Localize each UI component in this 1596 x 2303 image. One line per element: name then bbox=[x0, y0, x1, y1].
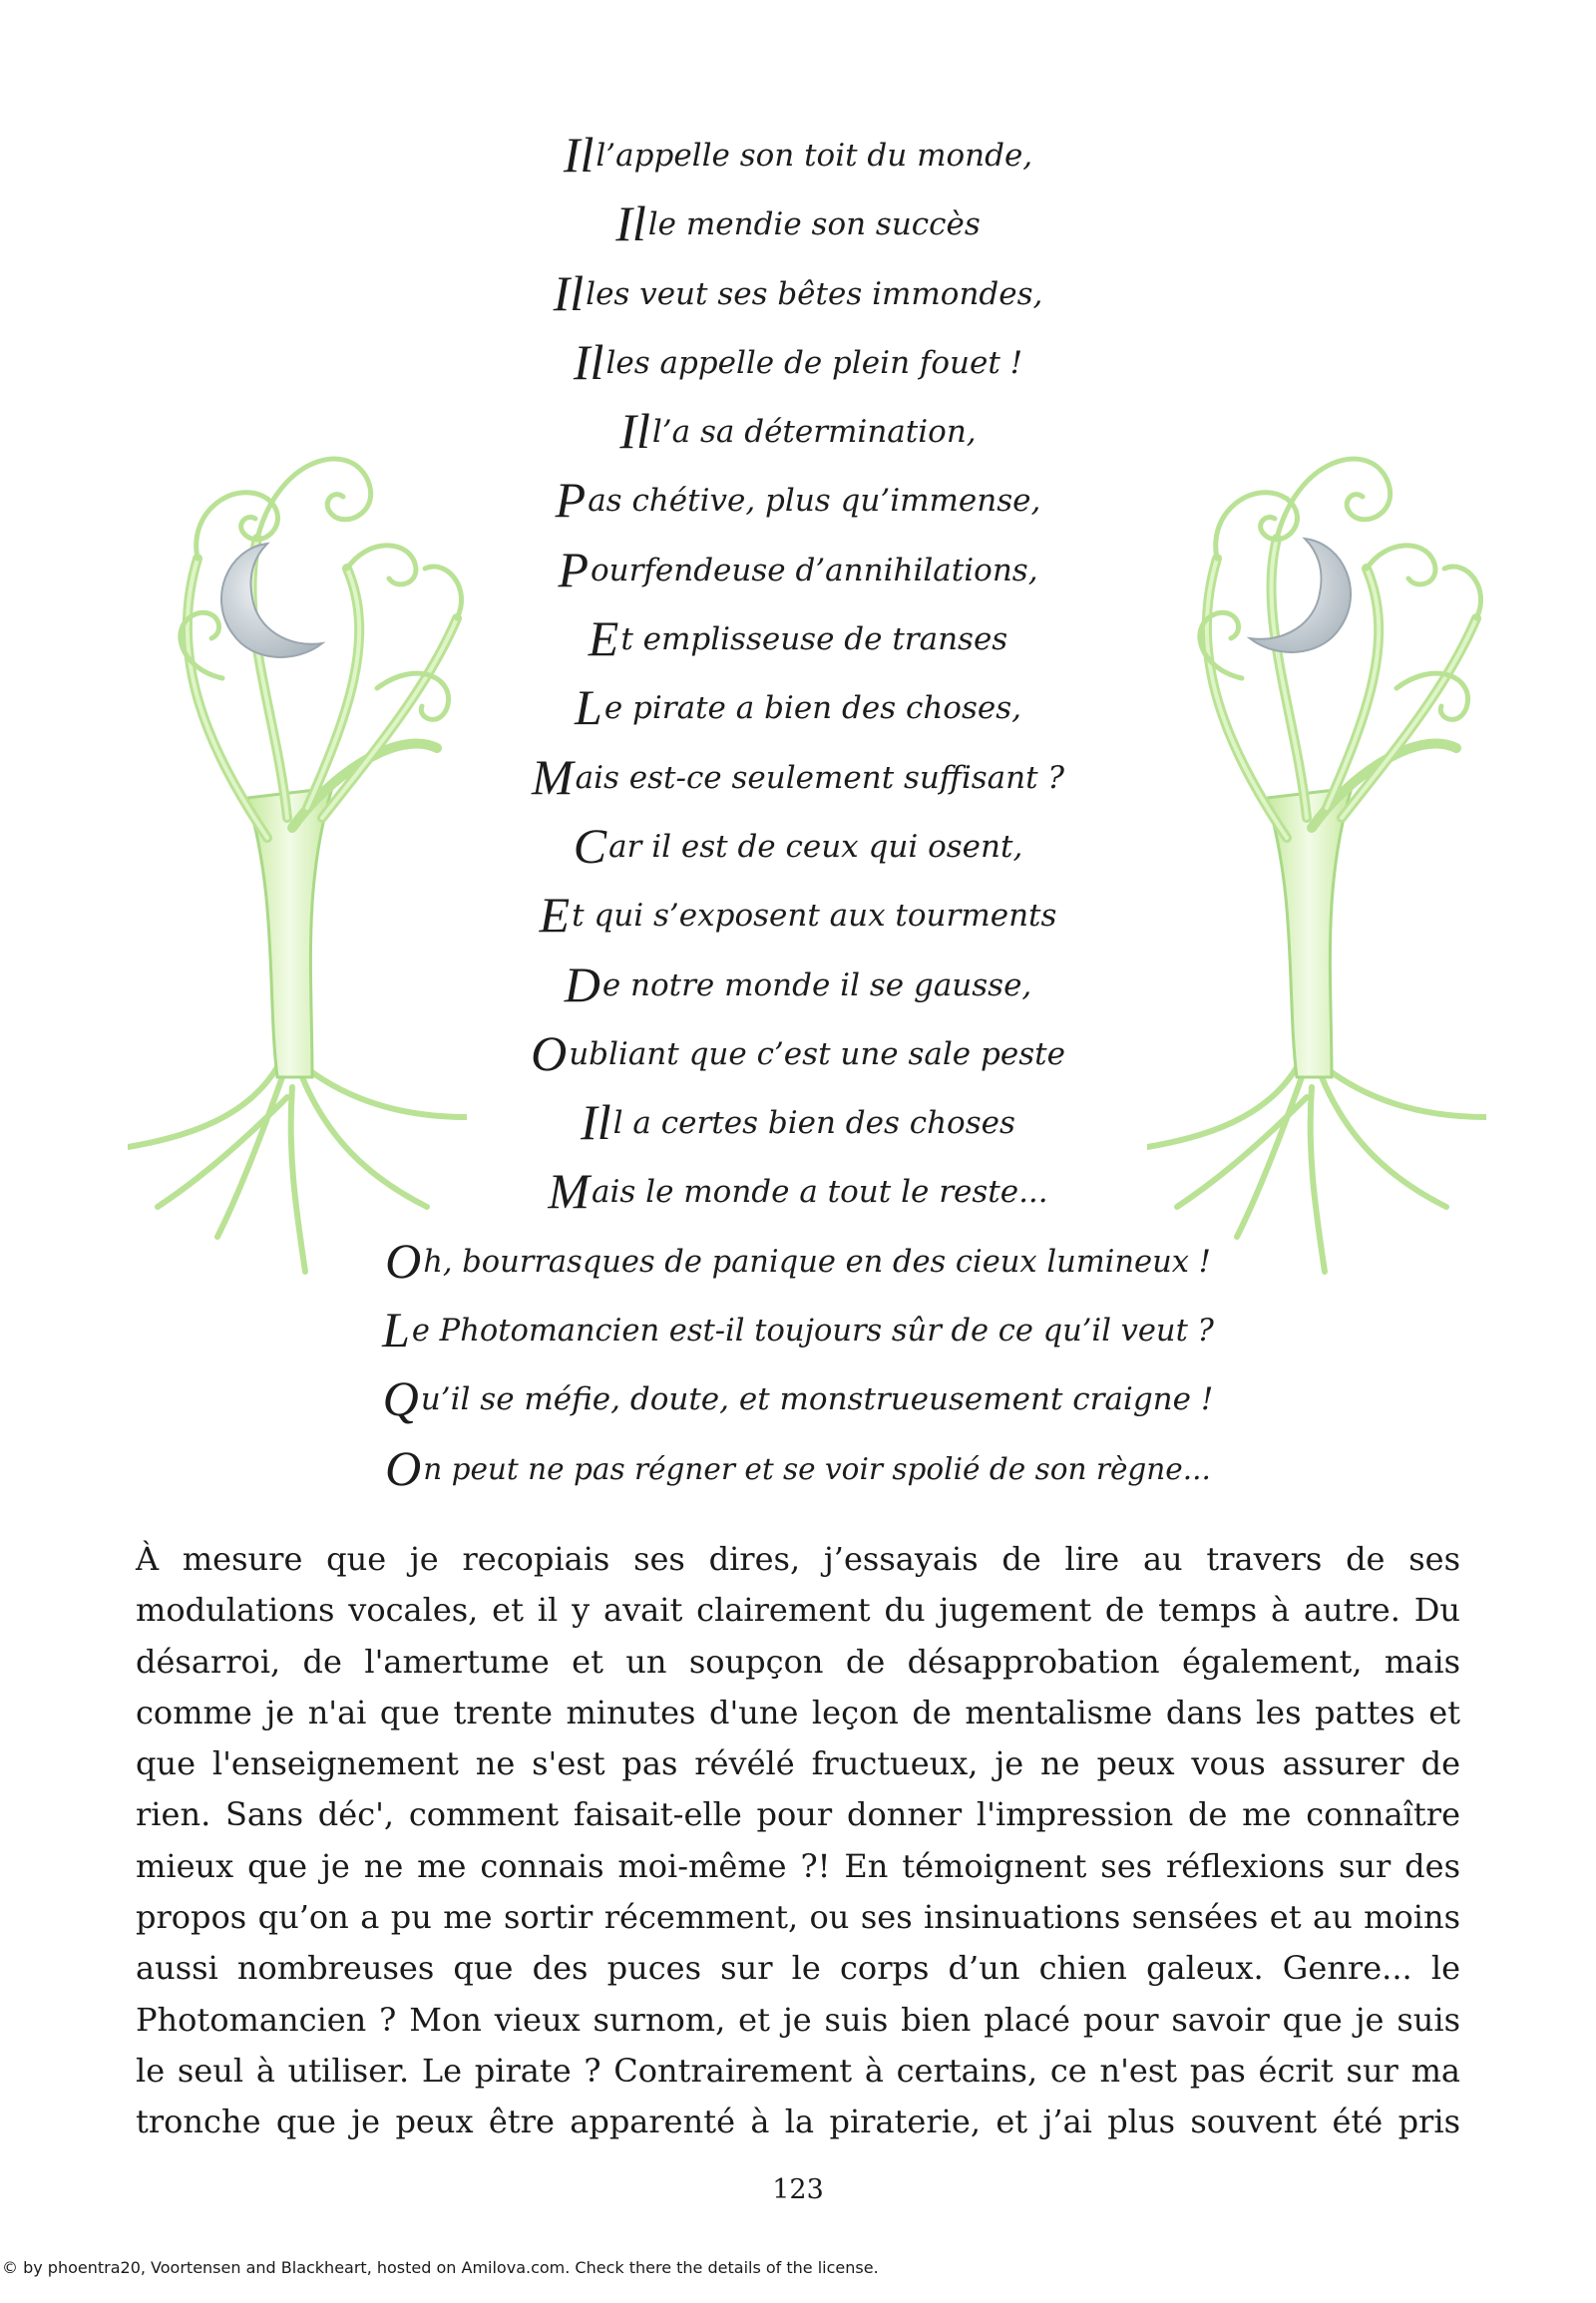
prose-line: le seul à utiliser. Le pirate ? Contrairement à certains, ce n'est pas écrit sur ma bbox=[136, 2051, 1460, 2090]
poem-line bbox=[379, 674, 1217, 743]
poem-line bbox=[379, 329, 1217, 398]
poem-line-text: ubliant que c’est une sale peste bbox=[569, 1035, 1065, 1072]
poem-line bbox=[379, 744, 1217, 813]
poem-line-text: ourfendeuse d’annihilations, bbox=[590, 552, 1038, 588]
drop-cap: M bbox=[531, 748, 574, 805]
drop-cap: Il bbox=[553, 264, 585, 321]
poem-line-text: ar il est de ceux qui osent, bbox=[608, 828, 1023, 865]
poem-line bbox=[379, 537, 1217, 605]
poem-line bbox=[379, 191, 1217, 259]
drop-cap: O bbox=[385, 1439, 422, 1496]
poem-line-text: h, bourrasques de panique en des cieux lumineux ! bbox=[423, 1244, 1211, 1280]
poem-line-text: les appelle de plein fouet ! bbox=[605, 344, 1023, 381]
poem-line-text: l’a sa détermination, bbox=[651, 414, 977, 451]
poem-line bbox=[379, 398, 1217, 467]
poem-line bbox=[379, 122, 1217, 191]
poem-line bbox=[379, 467, 1217, 536]
drop-cap: Il bbox=[619, 403, 650, 460]
prose-line: propos qu’on a pu me sortir récemment, ou ses insinuations sensées et au moins bbox=[136, 1898, 1460, 1937]
drop-cap: C bbox=[573, 817, 607, 874]
drop-cap: O bbox=[531, 1024, 568, 1081]
poem-line-text: l’appelle son toit du monde, bbox=[596, 138, 1033, 174]
poem-line bbox=[379, 1158, 1217, 1227]
page-number: 123 bbox=[772, 2174, 824, 2205]
drop-cap: D bbox=[564, 956, 600, 1012]
poem-line-text: le mendie son succès bbox=[647, 206, 981, 243]
poem-line bbox=[379, 605, 1217, 674]
poem-line bbox=[379, 952, 1217, 1020]
drop-cap: P bbox=[555, 472, 587, 529]
prose-line: mieux que je ne me connais moi-même ?! En témoignent ses réflexions sur des bbox=[136, 1846, 1460, 1885]
prose-line: À mesure que je recopiais ses dires, j’essayais de lire au travers de ses bbox=[136, 1540, 1460, 1578]
prose-paragraph bbox=[136, 1534, 1460, 2148]
prose-line: que l'enseignement ne s'est pas révélé fructueux, je ne peux vous assurer de bbox=[136, 1744, 1460, 1783]
drop-cap: Il bbox=[581, 1094, 611, 1151]
poem-line-text: e Photomancien est-il toujours sûr de ce qu’il veut ? bbox=[411, 1314, 1214, 1349]
prose-line: modulations vocales, et il y avait clairement du jugement de temps à autre. Du bbox=[136, 1591, 1460, 1630]
poem-line bbox=[379, 813, 1217, 882]
poem-line-text: t qui s’exposent aux tourments bbox=[572, 898, 1057, 935]
drop-cap: Il bbox=[573, 333, 604, 390]
drop-cap: Il bbox=[563, 127, 595, 183]
poem-line bbox=[379, 1297, 1217, 1365]
prose-line: aussi nombreuses que des puces sur le corps d’un chien galeux. Genre... le bbox=[136, 1949, 1460, 1988]
poem-line-text: t emplisseuse de transes bbox=[620, 621, 1008, 658]
poem-line bbox=[379, 260, 1217, 329]
drop-cap: P bbox=[558, 541, 589, 597]
poem-line-text: ais est-ce seulement suffisant ? bbox=[575, 759, 1065, 796]
drop-cap: O bbox=[385, 1232, 422, 1289]
poem-line bbox=[379, 882, 1217, 951]
poem-line bbox=[379, 1228, 1217, 1297]
poem-line-text: les veut ses bêtes immondes, bbox=[586, 275, 1043, 312]
prose-line: comme je n'ai que trente minutes d'une leçon de mentalisme dans les pattes et bbox=[136, 1693, 1460, 1731]
poem-line-text: as chétive, plus qu’immense, bbox=[588, 483, 1041, 520]
poem-line bbox=[379, 1365, 1217, 1434]
prose-line: désarroi, de l'amertume et un soupçon de désapprobation également, mais bbox=[136, 1642, 1460, 1681]
prose-line: rien. Sans déc', comment faisait-elle pour donner l'impression de me connaître bbox=[136, 1795, 1460, 1834]
poem-line bbox=[379, 1089, 1217, 1158]
poem-line-text: n peut ne pas régner et se voir spolié de son règne... bbox=[423, 1451, 1211, 1486]
prose-line: Photomancien ? Mon vieux surnom, et je suis bien placé pour savoir que je suis bbox=[136, 2000, 1460, 2039]
poem-line-text: e notre monde il se gausse, bbox=[601, 966, 1032, 1003]
poem-line bbox=[379, 1020, 1217, 1089]
prose-line: tronche que je peux être apparenté à la piraterie, et j’ai plus souvent été pris bbox=[136, 2103, 1460, 2141]
poem-line-text: u’il se méfie, doute, et monstrueusement craigne ! bbox=[420, 1381, 1214, 1418]
drop-cap: L bbox=[382, 1302, 410, 1358]
license-footer: © by phoentra20, Voortensen and Blackheart, hosted on Amilova.com. Check there the details of the license. bbox=[2, 2258, 879, 2277]
poem-line-text: ais le monde a tout le reste... bbox=[592, 1174, 1048, 1211]
drop-cap: Il bbox=[615, 195, 646, 252]
drop-cap: Q bbox=[382, 1370, 419, 1427]
drop-cap: M bbox=[548, 1163, 590, 1220]
poem-line-text: l a certes bien des choses bbox=[612, 1105, 1015, 1142]
poem bbox=[379, 122, 1217, 1504]
poem-line-text: e pirate a bien des choses, bbox=[603, 690, 1021, 727]
poem-line bbox=[379, 1435, 1217, 1504]
drop-cap: E bbox=[588, 610, 619, 667]
drop-cap: L bbox=[575, 679, 602, 736]
drop-cap: E bbox=[539, 887, 571, 944]
